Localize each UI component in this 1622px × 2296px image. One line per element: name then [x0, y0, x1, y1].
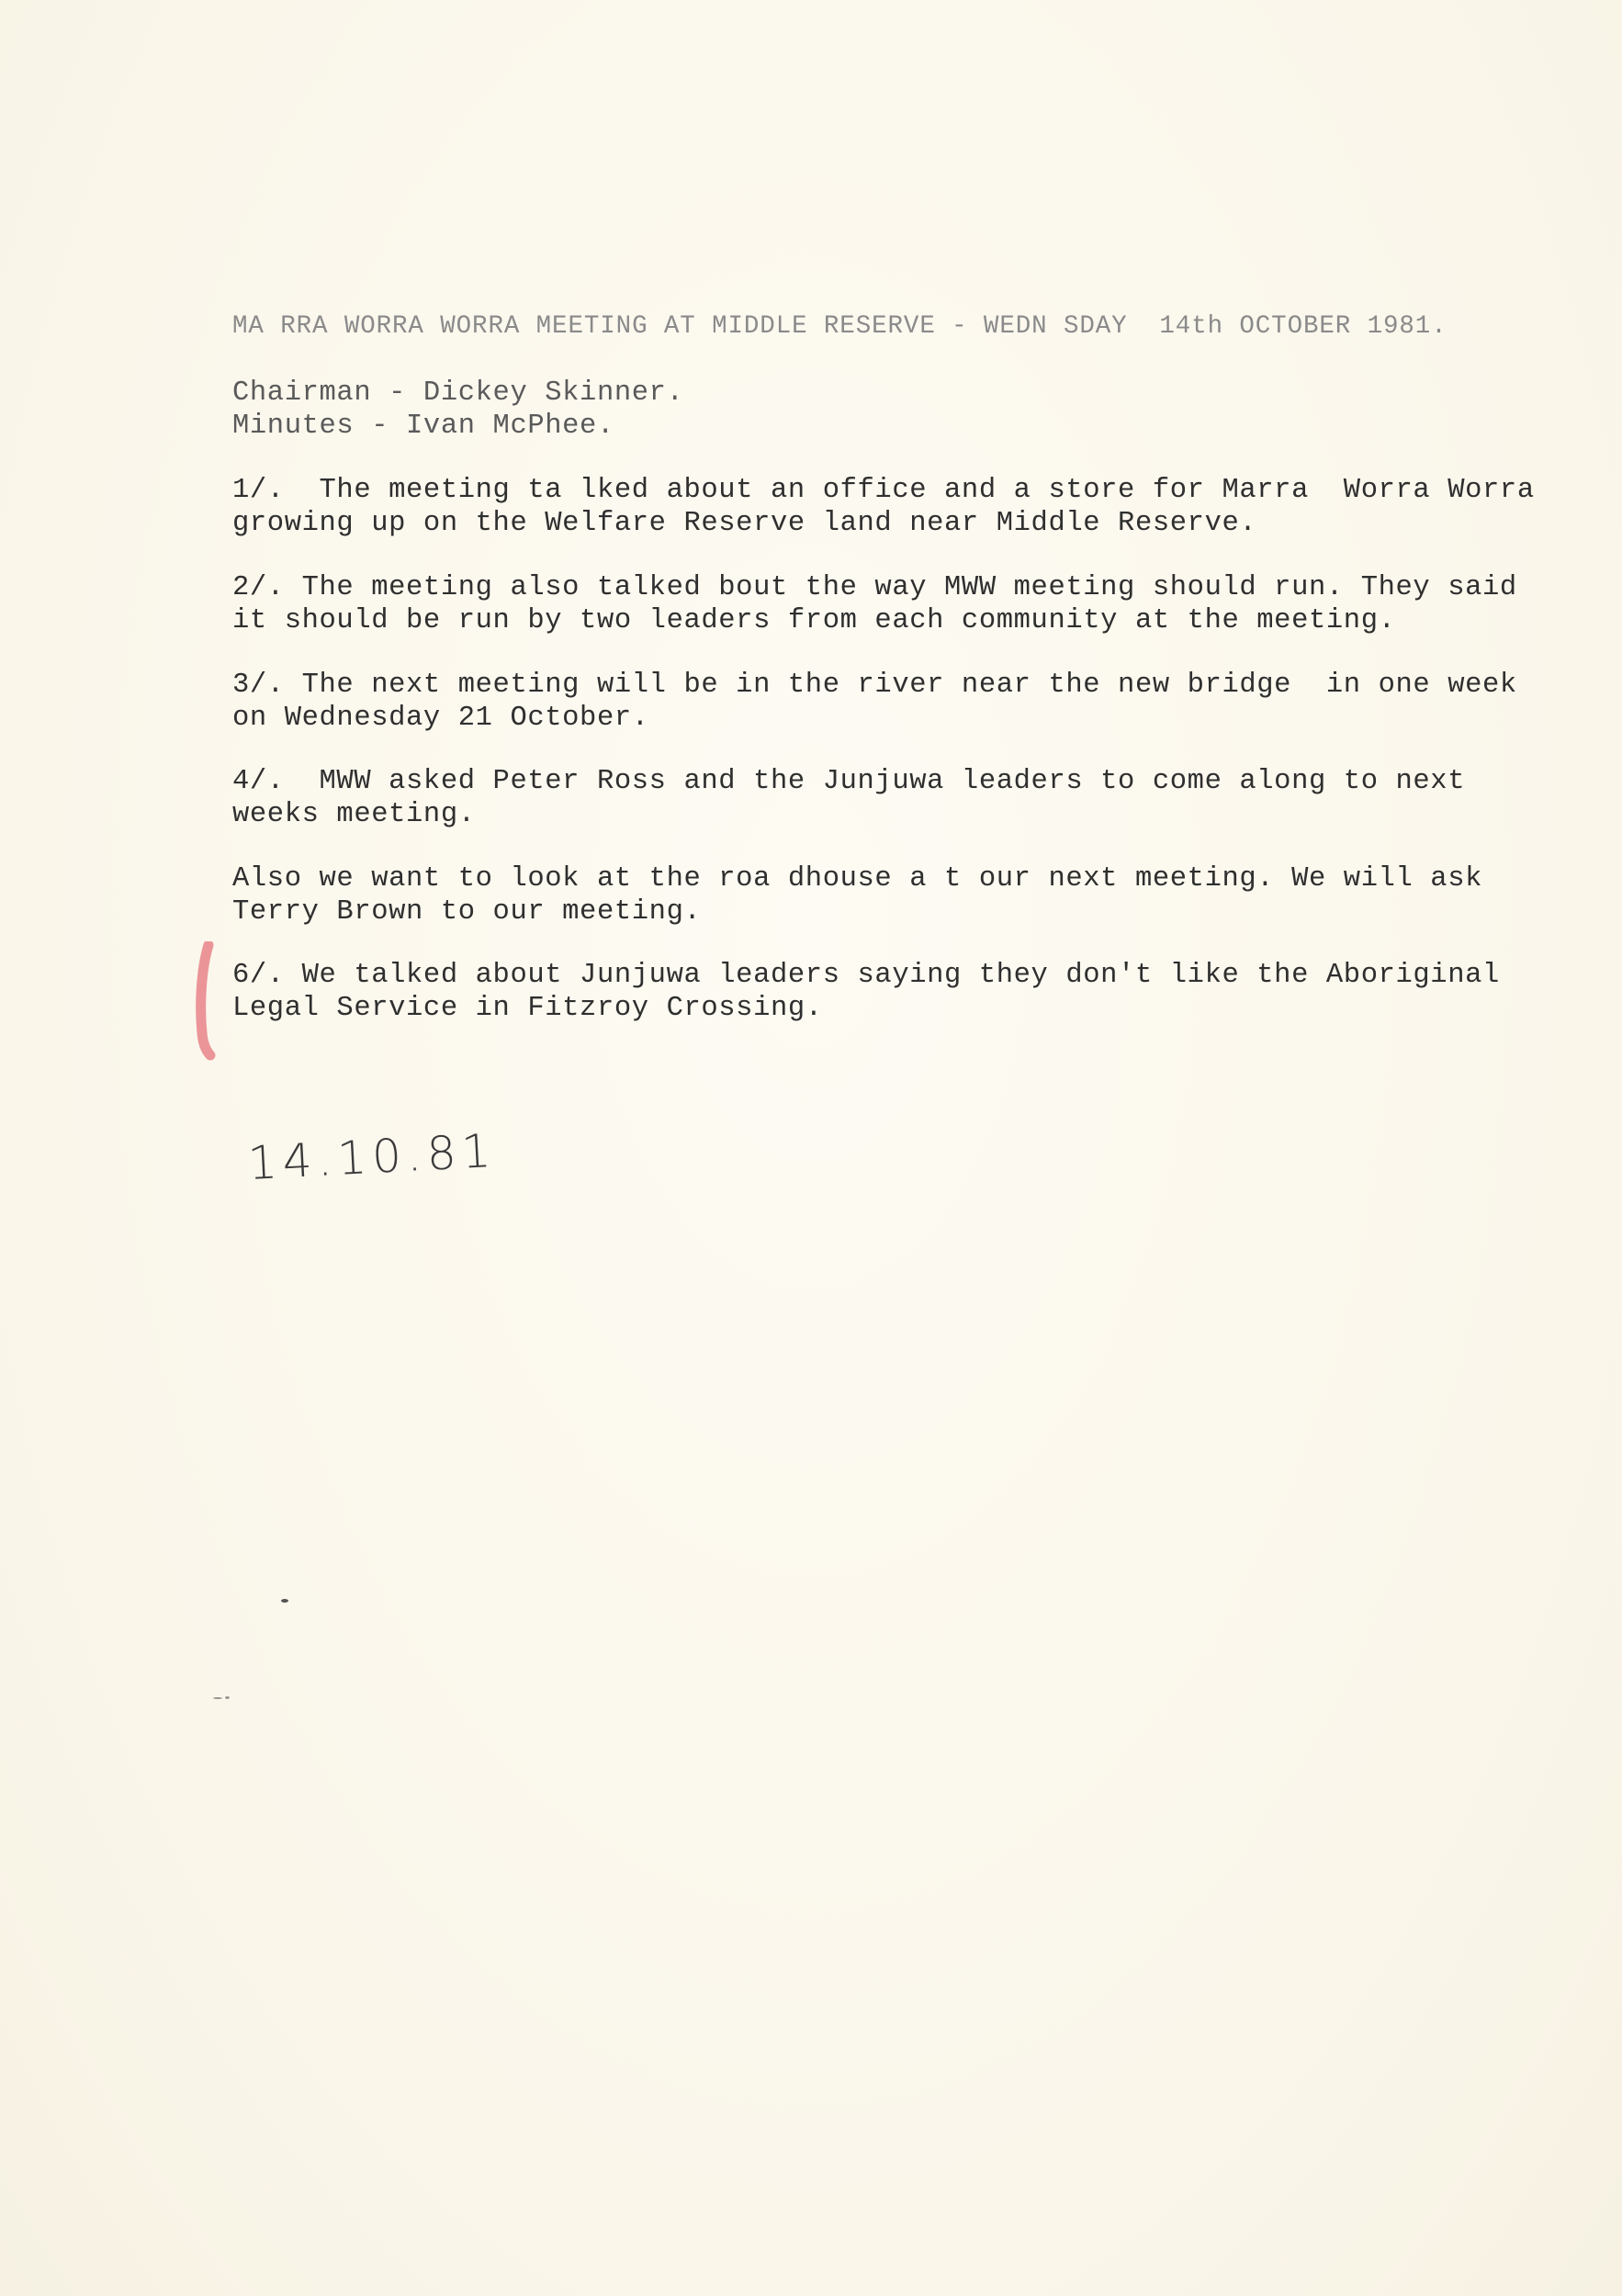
item-4-line-1: 4/. MWW asked Peter Ross and the Junjuwa leaders to come along to next — [232, 766, 1466, 797]
chairman-line: Chairman - Dickey Skinner. — [232, 377, 684, 409]
item-4-line-2: weeks meeting. — [232, 799, 476, 830]
item-1-line-2: growing up on the Welfare Reserve land near Middle Reserve. — [232, 508, 1257, 539]
paper-speck — [225, 1696, 230, 1699]
item-1-line-1: 1/. The meeting ta lked about an office and a store for Marra Worra Worra — [232, 475, 1535, 506]
item-3-line-1: 3/. The next meeting will be in the river near the new bridge in one week — [232, 670, 1517, 701]
item-6-line-2: Legal Service in Fitzroy Crossing. — [232, 993, 823, 1024]
meeting-heading: MA RRA WORRA WORRA MEETING AT MIDDLE RESERVE - WEDN SDAY 14th OCTOBER 1981. — [232, 312, 1447, 341]
item-2-line-1: 2/. The meeting also talked bout the way MWW meeting should run. They said — [232, 572, 1517, 603]
paper-speck — [281, 1599, 288, 1603]
handwritten-date: 14.10.81 — [246, 1123, 498, 1190]
minutes-line: Minutes - Ivan McPhee. — [232, 411, 614, 442]
paper-speck — [213, 1697, 222, 1699]
item-2-line-2: it should be run by two leaders from each community at the meeting. — [232, 605, 1396, 636]
red-pencil-bracket-mark — [194, 941, 218, 1061]
item-5-line-2: Terry Brown to our meeting. — [232, 896, 702, 928]
item-3-line-2: on Wednesday 21 October. — [232, 703, 649, 734]
item-6-line-1: 6/. We talked about Junjuwa leaders saying they don't like the Aboriginal — [232, 960, 1500, 991]
item-5-line-1: Also we want to look at the roa dhouse a t our next meeting. We will ask — [232, 863, 1483, 895]
